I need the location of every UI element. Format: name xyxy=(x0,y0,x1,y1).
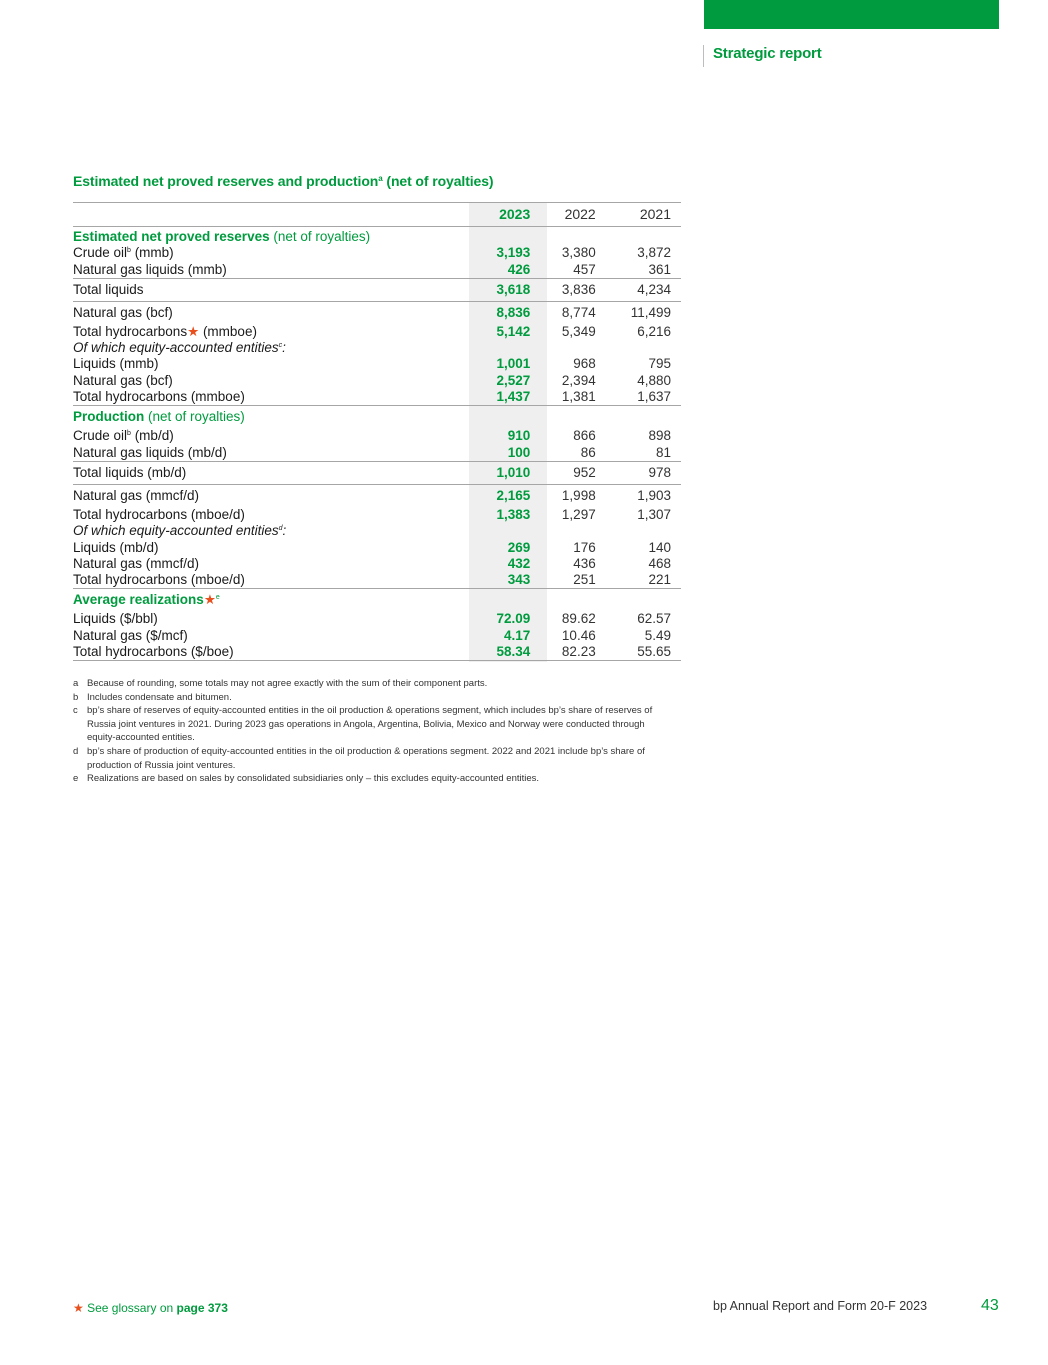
table-row: Total hydrocarbons (mmboe) 1,437 1,381 1,637 xyxy=(73,389,671,405)
total-row: Total liquids 3,618 3,836 4,234 xyxy=(73,278,681,301)
total-row: Total liquids (mb/d) 1,010 952 978 xyxy=(73,461,681,484)
subheading-row: Of which equity-accounted entities$^d$: xyxy=(73,523,287,539)
table-row: Liquids ($/bbl) 72.09 89.62 62.57 xyxy=(73,611,671,627)
table-row: Crude oil$^b$ (mmb) 3,193 3,380 3,872 xyxy=(73,245,671,261)
year-2022-header: 2022 xyxy=(540,203,605,227)
year-2023-header: 2023 xyxy=(455,203,540,227)
subheading-row: Of which equity-accounted entities$^c$: xyxy=(73,340,286,356)
table-title: Estimated net proved reserves and production$^a$ (net of royalties) xyxy=(73,173,494,189)
table-header-row xyxy=(73,203,681,227)
star-icon: ★ xyxy=(203,592,216,608)
table-row: Natural gas liquids (mb/d) 100 86 81 xyxy=(73,444,671,460)
table-row: Crude oil$^b$ (mb/d) 910 866 898 xyxy=(73,428,671,444)
footnote-b: b Includes condensate and bitumen. xyxy=(73,691,232,703)
glossary-page-link[interactable]: page 373 xyxy=(176,1301,228,1315)
table-row: Liquids (mb/d) 269 176 140 xyxy=(73,539,671,555)
table-row: Natural gas ($/mcf) 4.17 10.46 5.49 xyxy=(73,627,671,643)
table-row: Natural gas (bcf) 2,527 2,394 4,880 xyxy=(73,372,671,388)
header-green-tab xyxy=(704,0,999,29)
star-icon: ★ xyxy=(73,1301,84,1315)
section-label[interactable]: Strategic report xyxy=(713,45,822,62)
table-row: Natural gas (mmcf/d) 2,165 1,998 1,903 xyxy=(73,484,681,507)
report-title: bp Annual Report and Form 20-F 2023 xyxy=(713,1299,928,1313)
table-row: Total hydrocarbons ($/boe) 58.34 82.23 55.65 xyxy=(73,644,681,661)
table-row: Natural gas (bcf) 8,836 8,774 11,499 xyxy=(73,301,681,324)
section-heading-reserves: Estimated net proved reserves (net of royalties) xyxy=(73,229,371,244)
table-row: Total hydrocarbons (mboe/d) 1,383 1,297 1,307 xyxy=(73,506,671,522)
footnotes xyxy=(73,677,673,786)
reserves-production-table xyxy=(73,202,681,661)
star-icon: ★ xyxy=(187,323,200,339)
table-row: Liquids (mmb) 1,001 968 795 xyxy=(73,356,671,372)
footnote-a: a Because of rounding, some totals may not agree exactly with the sum of their component parts. xyxy=(73,678,488,689)
footnote-d: d bp’s share of production of equity-accounted entities in the oil production & operations segment. 2022 and 2021 include bp’s share of production of Russia joint ventures. xyxy=(73,745,645,771)
glossary-reference: ★ See glossary on page 373 xyxy=(73,1301,228,1315)
footnote-ref-a: a xyxy=(378,174,383,183)
section-heading-production: Production (net of royalties) xyxy=(73,406,681,429)
footnote-c: c bp’s share of reserves of equity-accounted entities in the oil production & operations segment, which includes bp’s share of reserves of Russia joint ventures in 2021. During 2023 gas operations in Angola, Argentina, Bolivia, Mexico and Norway were conducted through equity-accounted entities. xyxy=(73,705,653,744)
section-heading-realizations: Average realizations★$^e$ xyxy=(73,589,681,612)
table-row: Natural gas liquids (mmb) 426 457 361 xyxy=(73,261,671,277)
section-divider xyxy=(703,45,704,67)
table-row: Total hydrocarbons★ (mmboe) 5,142 5,349 6,216 xyxy=(73,323,671,339)
footnote-e: e Realizations are based on sales by consolidated subsidiaries only – this excludes equity-accounted entities. xyxy=(73,773,540,785)
table-row: Natural gas (mmcf/d) 432 436 468 xyxy=(73,555,671,571)
year-2021-header: 2021 xyxy=(606,203,681,227)
page-number: 43 xyxy=(981,1297,999,1314)
table-row: Total hydrocarbons (mboe/d) 343 251 221 xyxy=(73,572,671,588)
